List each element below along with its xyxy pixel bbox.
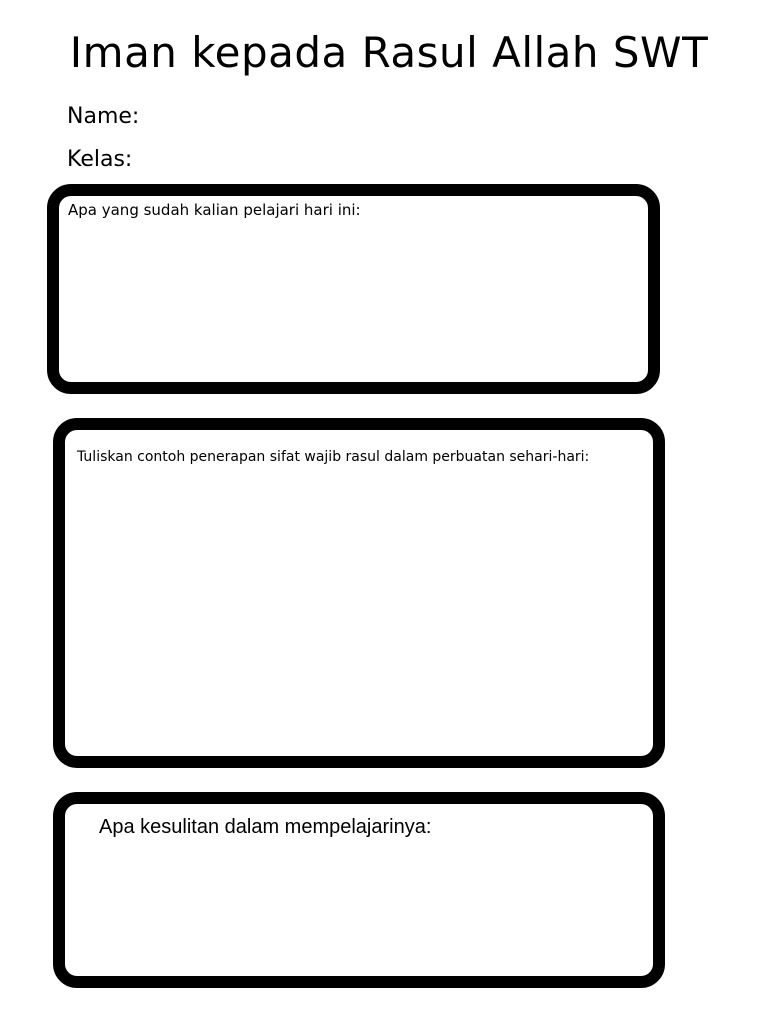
- difficulty-prompt: Apa kesulitan dalam mempelajarinya:: [99, 816, 432, 838]
- application-example-prompt: Tuliskan contoh penerapan sifat wajib rasul dalam perbuatan sehari-hari:: [77, 449, 590, 465]
- difficulty-box: [53, 792, 665, 988]
- kelas-label: Kelas:: [67, 147, 133, 172]
- application-example-box: [53, 418, 665, 768]
- name-label: Name:: [67, 104, 140, 129]
- application-example-answer-area[interactable]: [75, 510, 643, 746]
- learned-today-prompt: Apa yang sudah kalian pelajari hari ini:: [68, 201, 361, 219]
- difficulty-answer-area[interactable]: [75, 850, 643, 966]
- learned-today-box: [47, 184, 660, 394]
- page-title: Iman kepada Rasul Allah SWT: [69, 28, 709, 77]
- learned-today-answer-area[interactable]: [69, 230, 638, 372]
